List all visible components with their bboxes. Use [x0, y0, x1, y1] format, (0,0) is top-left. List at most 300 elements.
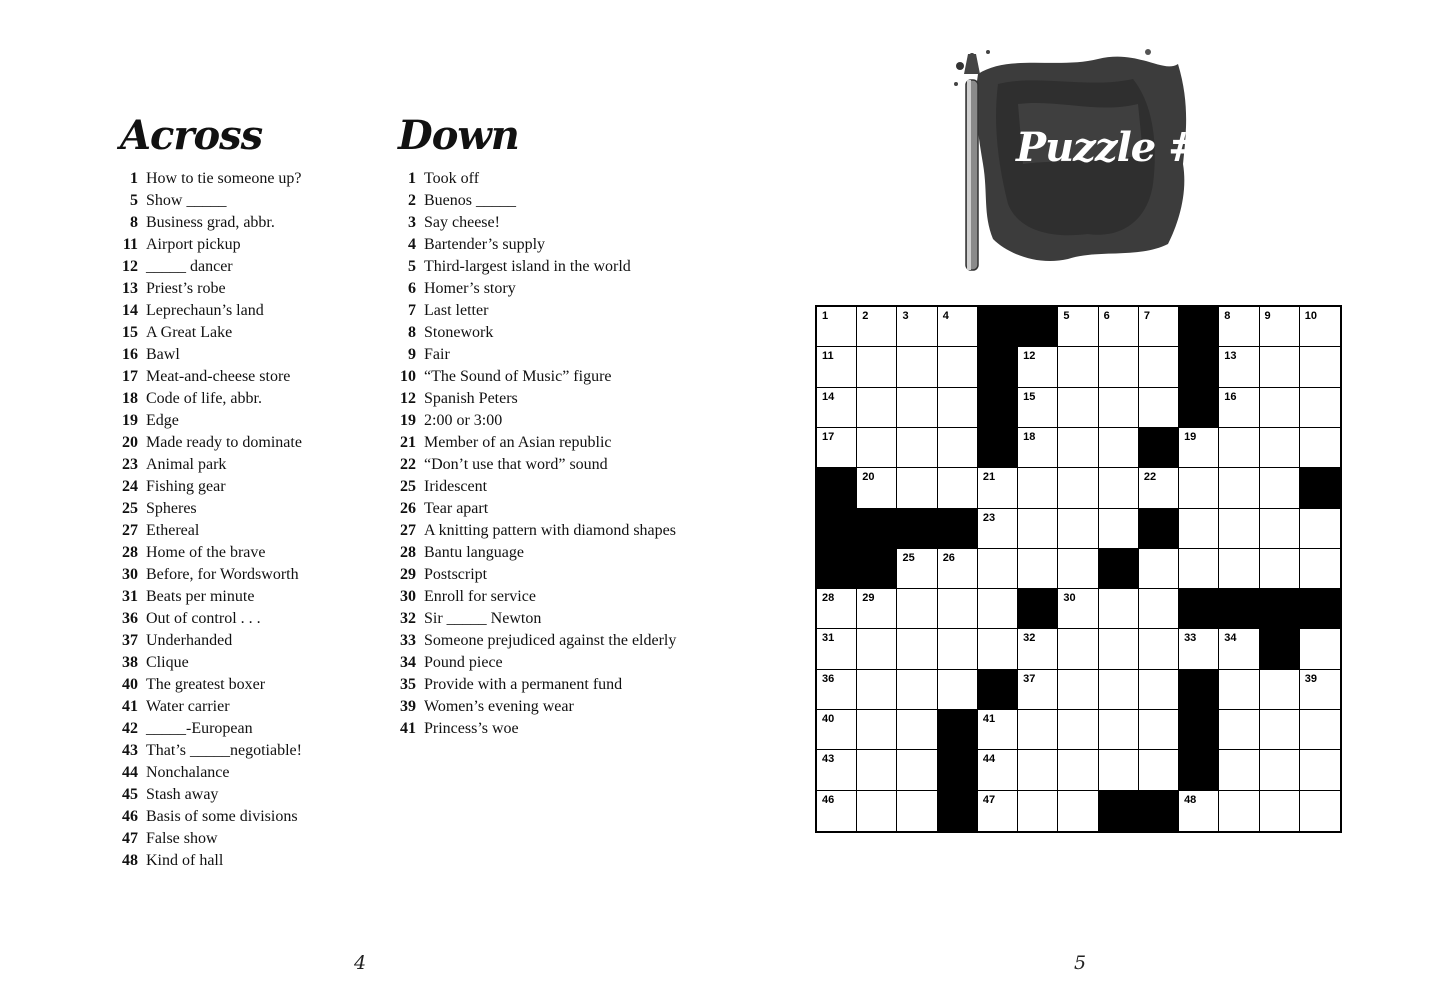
clue-text: Edge — [146, 412, 179, 429]
clue-number: 1 — [130, 170, 138, 187]
answer-square[interactable] — [1139, 549, 1179, 589]
clue-text: Member of an Asian republic — [424, 434, 612, 451]
black-square — [978, 307, 1018, 347]
down-clue — [390, 236, 690, 254]
clue-number: 42 — [122, 720, 138, 737]
clue-text: Out of control . . . — [146, 610, 261, 627]
answer-square[interactable] — [1018, 791, 1058, 831]
clue-number: 48 — [122, 852, 138, 869]
square-number: 25 — [902, 551, 915, 564]
answer-square[interactable] — [1260, 549, 1300, 589]
answer-square[interactable] — [1018, 549, 1058, 589]
answer-square[interactable] — [1018, 388, 1058, 428]
clue-text: That’s _____negotiable! — [146, 742, 302, 759]
crossword-grid — [815, 305, 1342, 833]
answer-square[interactable] — [1018, 509, 1058, 549]
answer-square[interactable] — [1018, 750, 1058, 790]
clue-number: 44 — [122, 764, 138, 781]
answer-square[interactable] — [1018, 428, 1058, 468]
clue-text: Tear apart — [424, 500, 489, 517]
answer-square[interactable] — [897, 307, 937, 347]
square-number: 44 — [982, 753, 996, 766]
answer-square[interactable] — [1018, 468, 1058, 508]
answer-square[interactable] — [1260, 307, 1300, 347]
answer-square[interactable] — [857, 347, 897, 387]
square-number: 46 — [822, 793, 835, 806]
answer-square[interactable] — [1219, 428, 1259, 468]
answer-square[interactable] — [1219, 750, 1259, 790]
clue-text: Bawl — [146, 346, 180, 363]
square-number: 26 — [942, 551, 955, 564]
answer-square[interactable] — [1300, 629, 1340, 669]
answer-square[interactable] — [897, 670, 937, 710]
answer-square[interactable] — [1099, 629, 1139, 669]
black-square — [1139, 509, 1179, 549]
paintbrush-icon — [964, 54, 980, 270]
answer-square[interactable] — [857, 710, 897, 750]
answer-square[interactable] — [1219, 670, 1259, 710]
clue-text: Pound piece — [424, 654, 503, 671]
answer-square[interactable] — [1219, 468, 1259, 508]
down-clue — [390, 280, 690, 298]
black-square — [978, 428, 1018, 468]
answer-square[interactable] — [1018, 710, 1058, 750]
answer-square[interactable] — [1179, 468, 1219, 508]
answer-square[interactable] — [897, 750, 937, 790]
answer-square[interactable] — [897, 468, 937, 508]
clue-number: 43 — [122, 742, 138, 759]
clue-number: 32 — [400, 610, 416, 627]
answer-square[interactable] — [1139, 388, 1179, 428]
answer-square[interactable] — [817, 750, 857, 790]
clue-text: Fair — [424, 346, 450, 363]
answer-square[interactable] — [897, 347, 937, 387]
clue-text: Women’s evening wear — [424, 698, 574, 715]
clue-text: Code of life, abbr. — [146, 390, 262, 407]
across-clue — [112, 676, 372, 694]
down-clue — [390, 522, 690, 540]
answer-square[interactable] — [1058, 428, 1098, 468]
clue-text: Say cheese! — [424, 214, 500, 231]
answer-square[interactable] — [1058, 468, 1098, 508]
clue-number: 7 — [408, 302, 416, 319]
answer-square[interactable] — [938, 468, 978, 508]
answer-square[interactable] — [938, 589, 978, 629]
down-clue — [390, 654, 690, 672]
answer-square[interactable] — [1139, 347, 1179, 387]
clue-number: 6 — [408, 280, 416, 297]
answer-square[interactable] — [1058, 670, 1098, 710]
answer-square[interactable] — [978, 750, 1018, 790]
answer-square[interactable] — [857, 629, 897, 669]
across-clue-list — [112, 170, 372, 874]
answer-square[interactable] — [1219, 388, 1259, 428]
answer-square[interactable] — [1260, 428, 1300, 468]
across-clue — [112, 280, 372, 298]
black-square — [1139, 428, 1179, 468]
square-number: 10 — [1304, 310, 1318, 322]
across-clue — [112, 412, 372, 430]
clue-number: 28 — [122, 544, 138, 561]
answer-square[interactable] — [938, 388, 978, 428]
clue-number: 17 — [122, 368, 138, 385]
clue-number: 37 — [122, 632, 138, 649]
answer-square[interactable] — [1179, 549, 1219, 589]
square-number: 48 — [1184, 793, 1197, 806]
answer-square[interactable] — [897, 428, 937, 468]
square-number: 40 — [822, 713, 835, 726]
answer-square[interactable] — [857, 428, 897, 468]
answer-square[interactable] — [1058, 750, 1098, 790]
answer-square[interactable] — [1219, 710, 1259, 750]
answer-square[interactable] — [897, 629, 937, 669]
clue-number: 45 — [122, 786, 138, 803]
clue-number: 12 — [400, 390, 416, 407]
across-clue — [112, 698, 372, 716]
across-clue — [112, 522, 372, 540]
black-square — [1179, 388, 1219, 428]
answer-square[interactable] — [857, 468, 897, 508]
answer-square[interactable] — [1260, 347, 1300, 387]
answer-square[interactable] — [1179, 791, 1219, 831]
answer-square[interactable] — [1300, 549, 1340, 589]
answer-square[interactable] — [1099, 388, 1139, 428]
answer-square[interactable] — [1219, 307, 1259, 347]
down-clue — [390, 676, 690, 694]
clue-text: Business grad, abbr. — [146, 214, 275, 231]
clue-number: 13 — [122, 280, 138, 297]
answer-square[interactable] — [1219, 347, 1259, 387]
clue-number: 24 — [122, 478, 138, 495]
answer-square[interactable] — [1139, 307, 1179, 347]
across-clue — [112, 478, 372, 496]
answer-square[interactable] — [1058, 307, 1098, 347]
clue-text: Homer’s story — [424, 280, 516, 297]
clue-text: Show _____ — [146, 192, 227, 209]
answer-square[interactable] — [817, 791, 857, 831]
clue-text: Underhanded — [146, 632, 233, 649]
answer-square[interactable] — [938, 549, 978, 589]
answer-square[interactable] — [857, 670, 897, 710]
square-number: 34 — [1224, 632, 1237, 645]
down-clue — [390, 478, 690, 496]
answer-square[interactable] — [1179, 629, 1219, 669]
clue-text: Took off — [424, 170, 480, 187]
square-number: 32 — [1023, 632, 1036, 645]
square-number: 17 — [822, 430, 835, 443]
answer-square[interactable] — [1219, 791, 1259, 831]
answer-square[interactable] — [1018, 670, 1058, 710]
square-number: 5 — [1063, 310, 1070, 322]
answer-square[interactable] — [1058, 549, 1098, 589]
answer-square[interactable] — [978, 629, 1018, 669]
answer-square[interactable] — [1300, 428, 1340, 468]
down-clue — [390, 258, 690, 276]
clue-text: Bantu language — [424, 544, 524, 561]
clue-number: 19 — [400, 412, 416, 429]
answer-square[interactable] — [1300, 670, 1340, 710]
answer-square[interactable] — [897, 589, 937, 629]
black-square — [978, 347, 1018, 387]
down-clue — [390, 346, 690, 364]
answer-square[interactable] — [1099, 750, 1139, 790]
clue-number: 41 — [122, 698, 138, 715]
clue-text: Enroll for service — [424, 588, 536, 605]
answer-square[interactable] — [938, 670, 978, 710]
clue-number: 9 — [408, 346, 416, 363]
clue-text: Meat-and-cheese store — [146, 368, 291, 385]
answer-square[interactable] — [1139, 589, 1179, 629]
clue-text: Kind of hall — [146, 852, 224, 869]
black-square — [897, 509, 937, 549]
clue-text: Leprechaun’s land — [146, 302, 264, 319]
clue-text: _____-European — [146, 720, 253, 737]
clue-number: 35 — [400, 676, 416, 693]
answer-square[interactable] — [978, 549, 1018, 589]
clue-number: 29 — [400, 566, 416, 583]
answer-square[interactable] — [1058, 791, 1098, 831]
across-clue — [112, 434, 372, 452]
clue-text: How to tie someone up? — [146, 170, 302, 187]
answer-square[interactable] — [1139, 750, 1179, 790]
answer-square[interactable] — [978, 509, 1018, 549]
answer-square[interactable] — [1300, 791, 1340, 831]
square-number: 33 — [1184, 632, 1197, 645]
answer-square[interactable] — [897, 549, 937, 589]
clue-number: 22 — [400, 456, 416, 473]
across-clue — [112, 324, 372, 342]
answer-square[interactable] — [1099, 307, 1139, 347]
square-number: 27 — [1103, 551, 1116, 564]
down-clue — [390, 456, 690, 474]
answer-square[interactable] — [1300, 388, 1340, 428]
answer-square[interactable] — [1099, 509, 1139, 549]
clue-text: Last letter — [424, 302, 489, 319]
black-square — [938, 509, 978, 549]
clue-number: 25 — [400, 478, 416, 495]
clue-text: Princess’s woe — [424, 720, 519, 737]
square-number: 22 — [1143, 471, 1157, 484]
answer-square[interactable] — [978, 710, 1018, 750]
black-square — [817, 468, 857, 508]
clue-text: Buenos _____ — [424, 192, 516, 209]
black-square — [1179, 307, 1219, 347]
answer-square[interactable] — [978, 589, 1018, 629]
answer-square[interactable] — [857, 307, 897, 347]
answer-square[interactable] — [1300, 750, 1340, 790]
square-number: 21 — [982, 471, 996, 484]
answer-square[interactable] — [1099, 428, 1139, 468]
square-number: 6 — [1103, 310, 1110, 322]
answer-square[interactable] — [938, 307, 978, 347]
clue-number: 18 — [122, 390, 138, 407]
square-number: 31 — [822, 632, 835, 645]
square-number: 47 — [982, 793, 996, 806]
black-square — [857, 549, 897, 589]
answer-square[interactable] — [1300, 307, 1340, 347]
answer-square[interactable] — [1219, 549, 1259, 589]
answer-square[interactable] — [1260, 710, 1300, 750]
black-square — [1179, 710, 1219, 750]
answer-square[interactable] — [1139, 468, 1179, 508]
down-clue — [390, 720, 690, 738]
answer-square[interactable] — [1260, 750, 1300, 790]
answer-square[interactable] — [978, 468, 1018, 508]
square-number: 4 — [942, 310, 949, 322]
down-clue — [390, 566, 690, 584]
clue-text: Priest’s robe — [146, 280, 226, 297]
answer-square[interactable] — [938, 428, 978, 468]
clue-text: Spanish Peters — [424, 390, 518, 407]
square-number: 43 — [822, 753, 835, 766]
clue-number: 19 — [122, 412, 138, 429]
square-number: 35 — [1264, 632, 1277, 645]
black-square — [1260, 589, 1300, 629]
clue-number: 15 — [122, 324, 138, 341]
answer-square[interactable] — [1099, 589, 1139, 629]
answer-square[interactable] — [1219, 629, 1259, 669]
square-number: 28 — [822, 592, 835, 605]
answer-square[interactable] — [1099, 710, 1139, 750]
clue-text: Nonchalance — [146, 764, 230, 781]
square-number: 8 — [1224, 310, 1231, 322]
answer-square[interactable] — [978, 791, 1018, 831]
answer-square[interactable] — [1260, 468, 1300, 508]
across-clue — [112, 830, 372, 848]
across-clue — [112, 390, 372, 408]
clue-text: Iridescent — [424, 478, 488, 495]
black-square — [1179, 589, 1219, 629]
clue-text: Provide with a permanent fund — [424, 676, 623, 693]
clue-text: Home of the brave — [146, 544, 266, 561]
answer-square[interactable] — [857, 791, 897, 831]
black-square — [938, 710, 978, 750]
black-square — [978, 670, 1018, 710]
square-number: 38 — [1184, 672, 1197, 685]
square-number: 7 — [1143, 310, 1150, 322]
answer-square[interactable] — [1058, 710, 1098, 750]
answer-square[interactable] — [1179, 428, 1219, 468]
answer-square[interactable] — [897, 388, 937, 428]
clue-text: Someone prejudiced against the elderly — [424, 632, 677, 649]
down-clue — [390, 610, 690, 628]
black-square — [1099, 549, 1139, 589]
answer-square[interactable] — [1139, 710, 1179, 750]
answer-square[interactable] — [1099, 347, 1139, 387]
across-clue — [112, 720, 372, 738]
answer-square[interactable] — [1018, 347, 1058, 387]
clue-number: 12 — [122, 258, 138, 275]
black-square — [817, 549, 857, 589]
clue-number: 46 — [122, 808, 138, 825]
answer-square[interactable] — [817, 710, 857, 750]
answer-square[interactable] — [817, 307, 857, 347]
answer-square[interactable] — [1260, 509, 1300, 549]
answer-square[interactable] — [1300, 710, 1340, 750]
clue-number: 8 — [130, 214, 138, 231]
square-number: 41 — [982, 713, 996, 726]
clue-text: Ethereal — [146, 522, 200, 539]
clue-text: _____ dancer — [146, 258, 233, 275]
square-number: 11 — [822, 350, 834, 363]
down-clue — [390, 324, 690, 342]
answer-square[interactable] — [1260, 791, 1300, 831]
black-square — [1260, 629, 1300, 669]
square-number: 24 — [1143, 511, 1157, 524]
across-clue — [112, 368, 372, 386]
clue-number: 8 — [408, 324, 416, 341]
answer-square[interactable] — [1058, 509, 1098, 549]
answer-square[interactable] — [938, 347, 978, 387]
answer-square[interactable] — [1300, 509, 1340, 549]
answer-square[interactable] — [857, 388, 897, 428]
black-square — [1300, 589, 1340, 629]
answer-square[interactable] — [1058, 347, 1098, 387]
answer-square[interactable] — [1139, 629, 1179, 669]
answer-square[interactable] — [817, 428, 857, 468]
clue-number: 31 — [122, 588, 138, 605]
answer-square[interactable] — [817, 629, 857, 669]
answer-square[interactable] — [1260, 670, 1300, 710]
answer-square[interactable] — [857, 750, 897, 790]
clue-text: A Great Lake — [146, 324, 233, 341]
answer-square[interactable] — [1099, 670, 1139, 710]
square-number: 37 — [1023, 672, 1036, 685]
answer-square[interactable] — [857, 589, 897, 629]
answer-square[interactable] — [817, 670, 857, 710]
answer-square[interactable] — [1139, 670, 1179, 710]
answer-square[interactable] — [1099, 468, 1139, 508]
answer-square[interactable] — [938, 629, 978, 669]
clue-number: 27 — [400, 522, 416, 539]
square-number: 20 — [862, 471, 875, 484]
down-clue — [390, 214, 690, 232]
answer-square[interactable] — [897, 791, 937, 831]
across-clue — [112, 192, 372, 210]
left-page-number: 4 — [354, 952, 367, 974]
square-number: 3 — [902, 310, 909, 322]
across-clue — [112, 654, 372, 672]
answer-square[interactable] — [817, 388, 857, 428]
answer-square[interactable] — [1260, 388, 1300, 428]
clue-text: Sir _____ Newton — [424, 610, 542, 627]
answer-square[interactable] — [897, 710, 937, 750]
answer-square[interactable] — [817, 347, 857, 387]
answer-square[interactable] — [1179, 509, 1219, 549]
answer-square[interactable] — [1058, 589, 1098, 629]
clue-text: Made ready to dominate — [146, 434, 302, 451]
across-clue — [112, 764, 372, 782]
square-number: 30 — [1063, 592, 1076, 605]
clue-number: 34 — [400, 654, 416, 671]
down-clue — [390, 412, 690, 430]
clue-number: 47 — [122, 830, 138, 847]
answer-square[interactable] — [1219, 509, 1259, 549]
answer-square[interactable] — [1058, 388, 1098, 428]
answer-square[interactable] — [1058, 629, 1098, 669]
answer-square[interactable] — [817, 589, 857, 629]
answer-square[interactable] — [1018, 629, 1058, 669]
clue-number: 11 — [122, 236, 138, 253]
clue-number: 3 — [408, 214, 416, 231]
puzzle-title: Puzzle #1 — [1016, 124, 1228, 171]
answer-square[interactable] — [1300, 347, 1340, 387]
clue-number: 23 — [122, 456, 138, 473]
square-number: 45 — [1184, 753, 1197, 766]
across-clue — [112, 456, 372, 474]
clue-text: Water carrier — [146, 698, 230, 715]
clue-text: Bartender’s supply — [424, 236, 546, 253]
